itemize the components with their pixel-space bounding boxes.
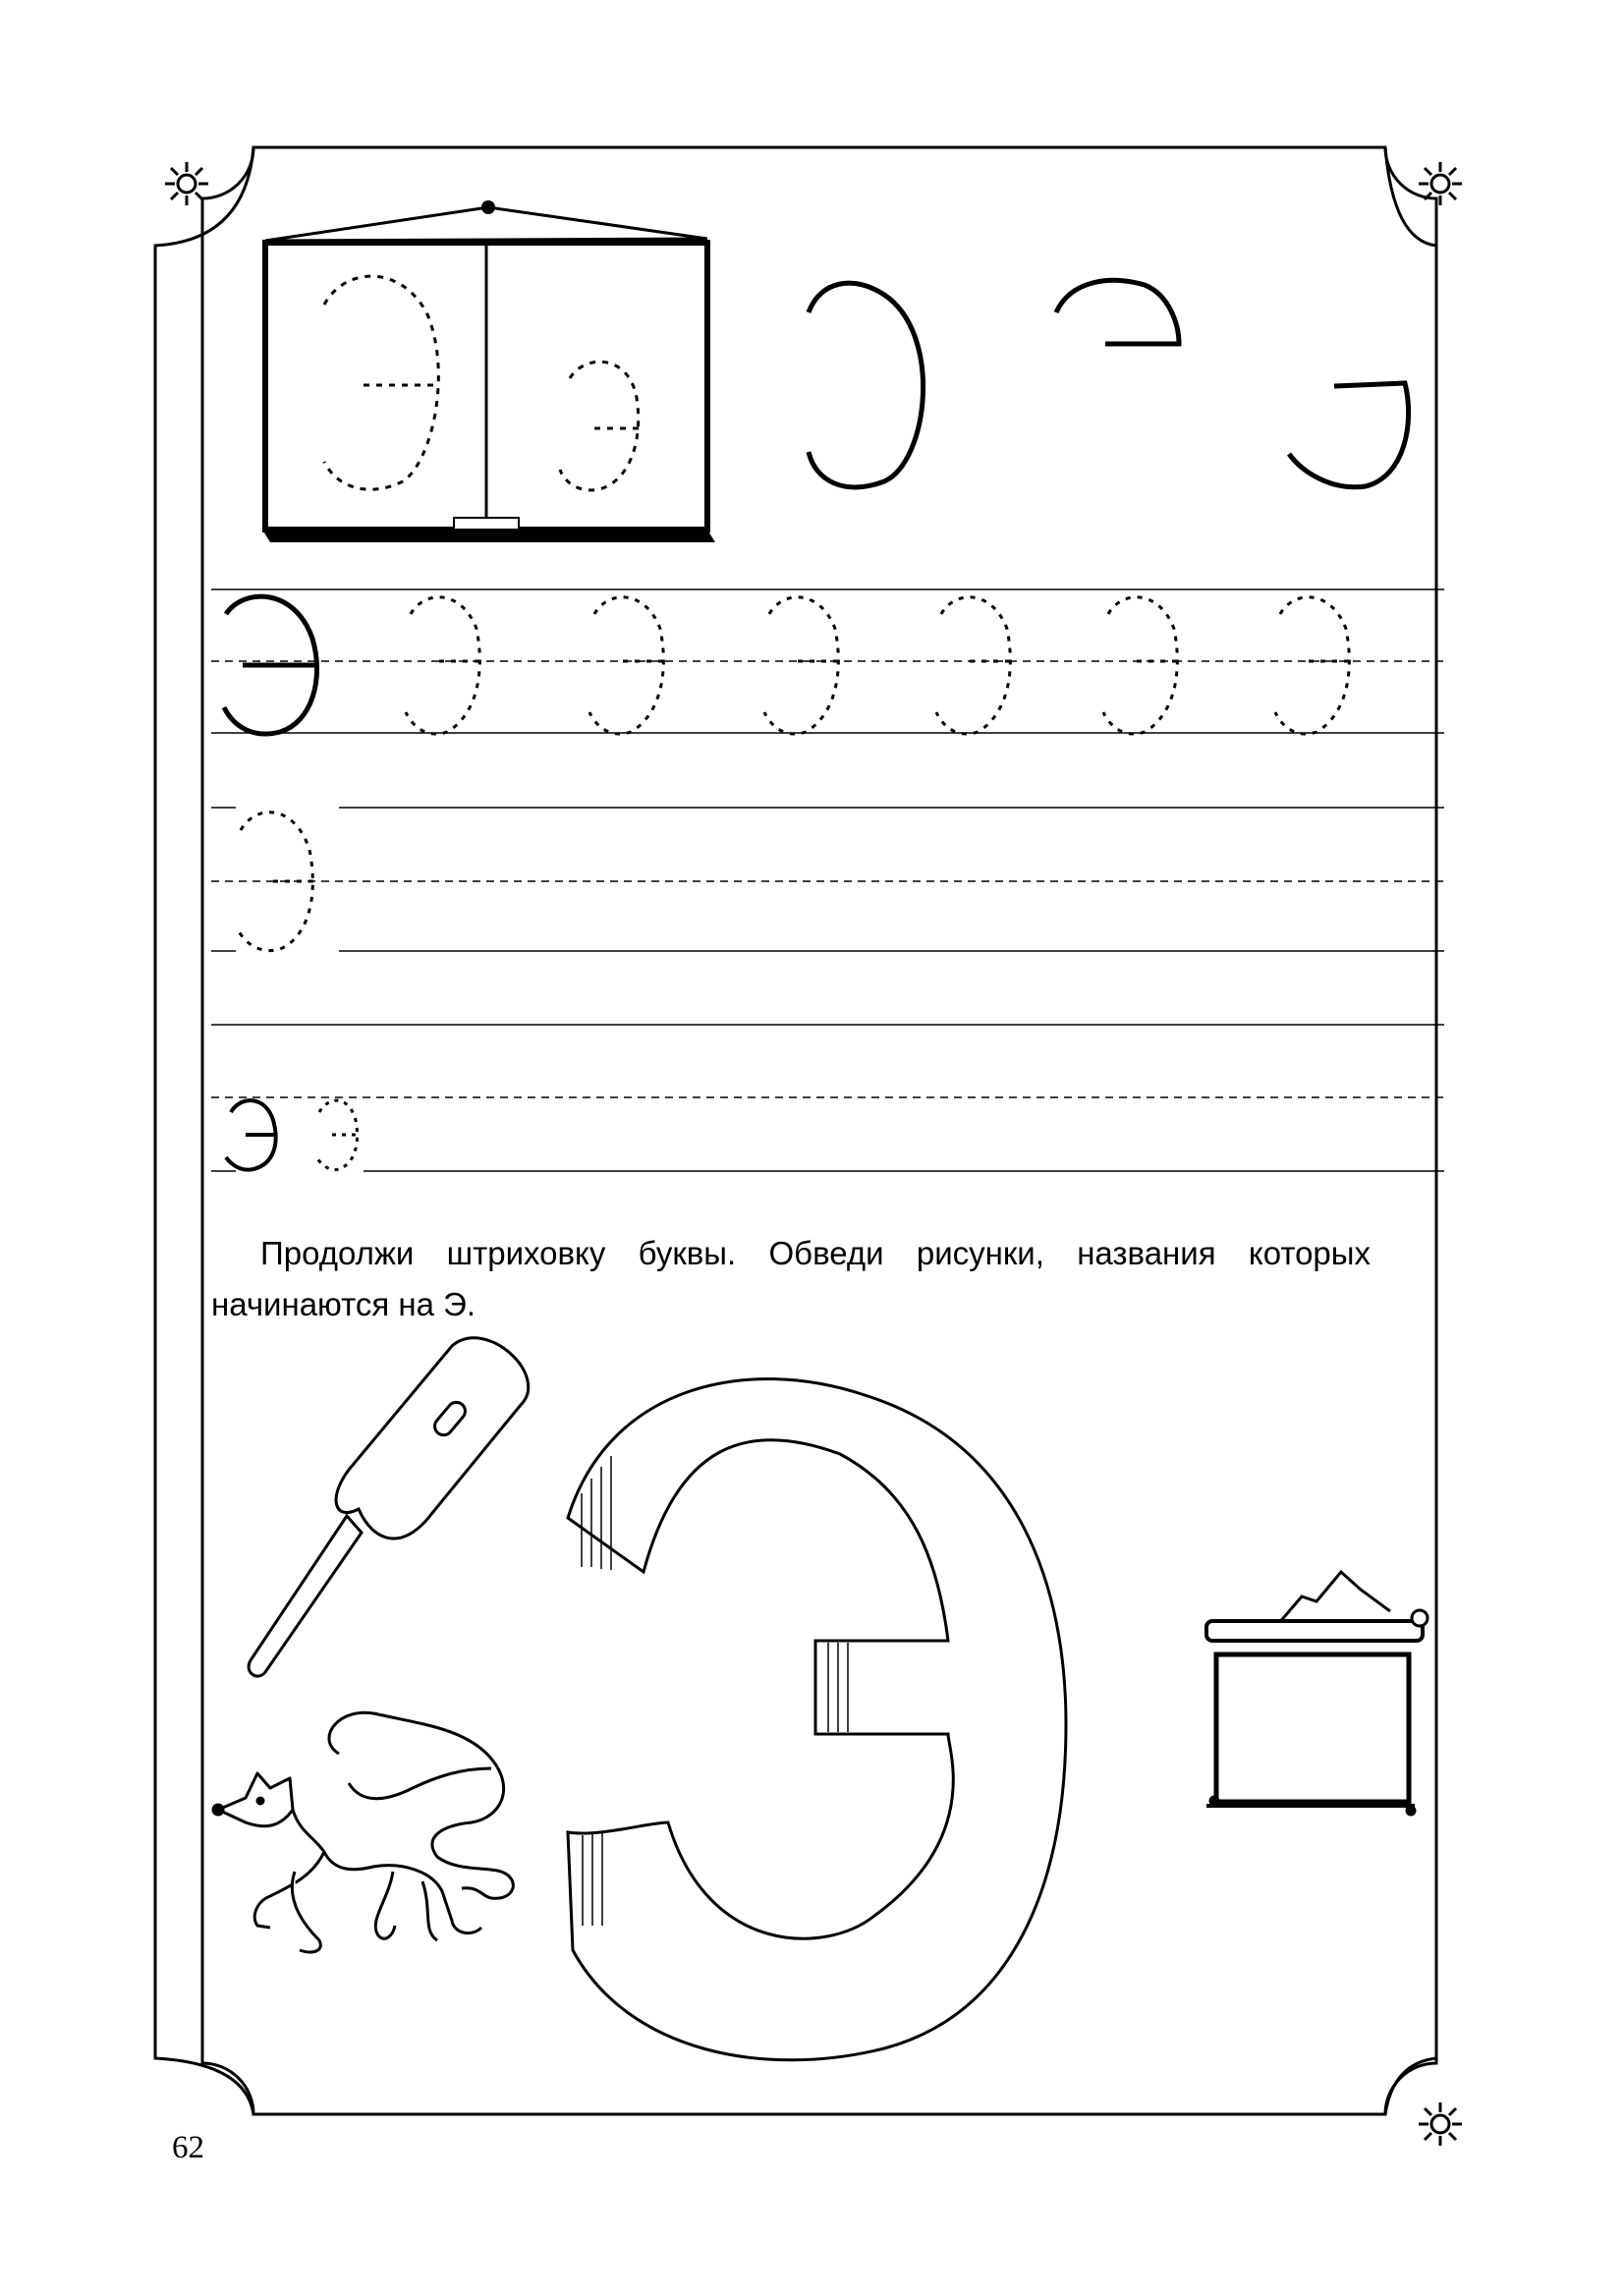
sun-ornament-icon [1419, 2102, 1462, 2146]
ruling-row-2 [211, 808, 1444, 951]
solid-letter-model [224, 596, 317, 734]
solid-small-letter-model [226, 1100, 277, 1170]
dotted-trace-row-1 [406, 597, 1351, 734]
stroke-sample-lower [1289, 383, 1409, 487]
fox-icon [213, 1712, 513, 1952]
stroke-sample-upper [1056, 280, 1179, 344]
page-number: 62 [172, 2130, 204, 2165]
projector-screen-icon [1206, 1572, 1428, 1815]
hatching-letter-outline [568, 1379, 1066, 2060]
dotted-small-trace [316, 1100, 360, 1170]
dotted-trace-row-2 [239, 812, 316, 951]
ruling-row-3 [211, 1025, 1444, 1171]
popsicle-icon [249, 1338, 529, 1676]
instruction-text: Продолжи штриховку буквы. Обведи рисунки, названия которых начинаются на Э. [211, 1235, 1371, 1322]
ruling-row-1 [211, 589, 1444, 733]
stroke-sample-arc [809, 283, 924, 487]
chalkboard [262, 200, 715, 542]
sun-ornament-icon [165, 162, 208, 205]
sun-ornament-icon [1419, 162, 1462, 205]
